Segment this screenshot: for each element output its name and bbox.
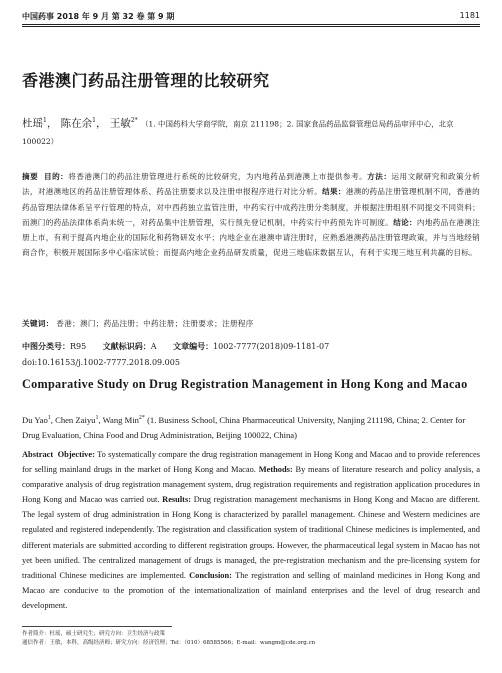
author-1: 杜瑶 [22, 117, 43, 130]
author-2: 陈在余 [60, 117, 93, 130]
correspondence: 通信作者：王敏，本科，高级经济师；研究方向：经济管理；Tel：（010）68585566；E-mail：wangm@cde.org.cn [22, 640, 316, 646]
header-rule-thin [22, 26, 480, 27]
footnote-rule [22, 626, 172, 627]
header-rule-thick [22, 24, 480, 25]
abstract-label: 摘要 [22, 172, 39, 181]
author-intro: 作者简介：杜瑶，硕士研究生；研究方向：卫生经济与政策 [22, 631, 166, 637]
authors-english: Du Yao$^1$, Chen Zaiyu$^1$, Wang Min$^{2*}$ (1. Business School, China Pharmaceutical University, Nanjing 211198, China; 2. Center for Drug Evaluation, China Food and Drug Administration, Beijing 100022, China) [22, 414, 466, 440]
title-english: Comparative Study on Drug Registration Management in Hong Kong and Macao [22, 377, 468, 391]
affiliation-english: (1. Business School, China Pharmaceutical University, Nanjing 211198, China; 2. Center for Drug Evaluation, China Food and Drug Administration, Beijing 100022, China) [22, 414, 466, 440]
doi[interactable]: doi:10.16153/j.1002-7777.2018.09.005 [22, 358, 180, 367]
abstract-english: Abstract Objective: To systematically compare the drug registration management in Hong Kong and Macao and to provide references for selling mainland drugs in the market of Hong Kong and Macao. Methods: By means of literature research and policy analysis, a comparative analysis of drug registration management system, drug registration requirements and registration application procedures in Hong Kong and Macao was carried out. Results: Drug registration management mechanisms in Hong Kong and Macao are different. The legal system of drug administration in Hong Kong is characterized by parallel management. Chinese and Western medicines are regulated and registered independently. The registration and classification system of traditional Chinese medicines is implemented, and different materials are submitted according to different registration groups. However, the pharmaceutical legal system in Macao has not yet been unified. The centralized management of drugs is managed, the pre-registration mechanism and the pre-licensing system for traditional Chinese medicines are implemented. Conclusion: The registration and selling of mainland medicines in Hong Kong and Macao are conducive to the promotion of the internationalization of mainland enterprises and the level of drug research and development. [22, 450, 481, 610]
keywords-chinese: 关键词： 香港；澳门；药品注册；中药注册；注册要求；注册程序 [22, 319, 254, 328]
author-3: 王敏 [109, 117, 131, 130]
classification-block: 中图分类号：R95 文献标识码：A 文章编号：1002-7777(2018)09-1181-07 doi:10.16153/j.1002-7777.2018.09.005 [22, 339, 329, 371]
abstract-chinese: 摘要 目的：将香港澳门的药品注册管理进行系统的比较研究，为内地药品到港澳上市提供参考。方法：运用文献研究和政策分析法，对港澳地区的药品注册管理体系、药品注册要求以及注册申报程序进行对比分析。结果：港澳的药品注册管理机制不同，香港的药品管理法律体系呈平行管理的特点，对中西药独立监管注册，中药实行中成药注册分类制度，并根据注册组别不同提交不同资料；而澳门的药品法律体系尚未统一，对药品集中注册管理，实行预先登记机制，中药实行中药预先许可制度。结论：内地药品在港澳注册上市，有利于提高内地企业的国际化和药物研发水平；内地企业在港澳申请注册时，应熟悉港澳药品注册管理政策，并与当地经销商合作，积极开展国际多中心临床试验；而提高内地企业药品研发质量，促进三地临床数据互认，有利于实现三地互利共赢的目标。 [22, 172, 481, 258]
footnotes [22, 630, 480, 648]
page-number: 1181 [459, 11, 480, 20]
running-header [22, 9, 480, 23]
journal-issue: 中国药事 2018 年 9 月 第 32 卷 第 9 期 [22, 12, 175, 21]
authors-chinese: 杜瑶$^1$， 陈在余$^1$， 王敏$^{2*}$ （1. 中国药科大学商学院，南京 211198；2. 国家食品药品监督管理总局药品审评中心，北京 100022） [22, 117, 454, 146]
title-chinese: 香港澳门药品注册管理的比较研究 [22, 71, 270, 90]
affiliation-chinese: （1. 中国药科大学商学院，南京 211198；2. 国家食品药品监督管理总局药品审评中心，北京 100022） [22, 119, 454, 146]
